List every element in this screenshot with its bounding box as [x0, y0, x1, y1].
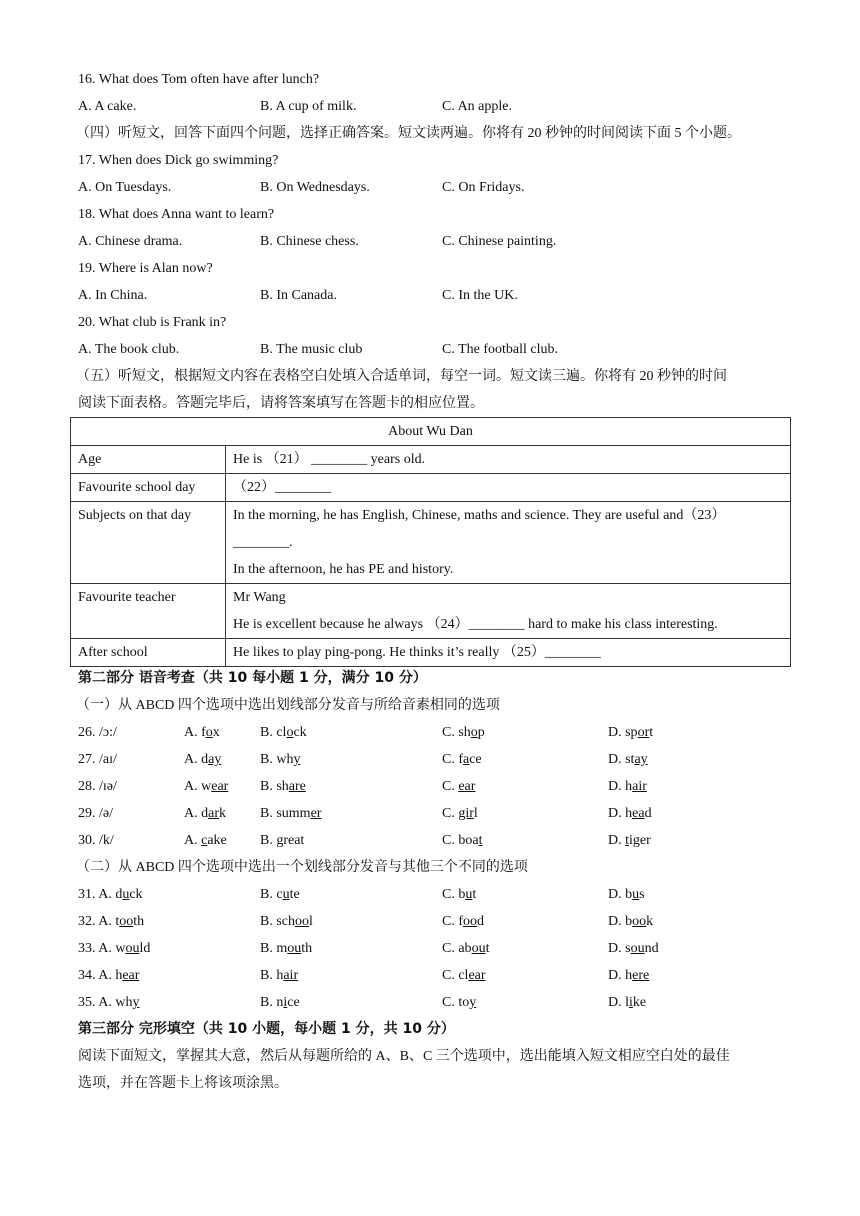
option-prefix: 31. A. d [78, 887, 123, 902]
option-prefix: 35. A. wh [78, 995, 133, 1010]
underlined-letters: ou [287, 941, 302, 956]
underlined-letters: y [469, 995, 477, 1010]
phonics-row [78, 908, 790, 935]
question-20-stem: 20. What club is Frank in? [78, 315, 227, 330]
option-d [608, 773, 647, 800]
option-prefix: 32. A. t [78, 914, 120, 929]
table-row-content [226, 502, 791, 584]
option-suffix: nd [644, 941, 659, 956]
underlined-letters: ou [471, 941, 486, 956]
underlined-letters: o [205, 725, 213, 740]
underlined-letters: t [625, 833, 630, 848]
option-prefix: C. sh [442, 725, 471, 740]
phonics-row [78, 719, 790, 746]
option-a [78, 908, 144, 935]
question-17-options [78, 174, 790, 201]
option-b: B. In Canada. [260, 288, 337, 303]
option-d [608, 800, 652, 827]
part-3-instruction-line1: 阅读下面短文，掌握其大意，然后从每题所给的 A、B、C 三个选项中，选出能填入短文相应空白处的最佳 [78, 1049, 730, 1064]
underlined-letters: ear [122, 968, 140, 983]
option-a: A. Chinese drama. [78, 234, 183, 249]
option-a [184, 800, 226, 827]
option-b [260, 908, 313, 935]
option-d [608, 908, 653, 935]
phonics-table-1 [78, 719, 790, 854]
option-suffix: t [649, 725, 654, 740]
option-c: C. The football club. [442, 342, 558, 357]
underlined-letters: oo [463, 914, 477, 929]
question-number: 29. /ə/ [78, 806, 113, 821]
underlined-letters: ou [125, 941, 140, 956]
part-2-instruction-1: （一）从 ABCD 四个选项中选出划线部分发音与所给音素相同的选项 [76, 698, 500, 713]
underlined-letters: y [293, 752, 301, 767]
table-row-content [226, 474, 791, 502]
option-prefix: C. boa [442, 833, 479, 848]
underlined-letters: t [478, 833, 483, 848]
table-cell-line: In the morning, he has English, Chinese, maths and science. They are useful and（23） [233, 508, 726, 523]
option-d [608, 935, 659, 962]
option-suffix: d [644, 806, 652, 821]
table-row-content [226, 446, 791, 474]
table-cell-line: He likes to play ping-pong. He thinks it’s really （25）________ [233, 645, 601, 660]
option-d [608, 746, 648, 773]
option-suffix: s [639, 887, 645, 902]
table-row-label: Subjects on that day [71, 502, 226, 584]
underlined-letters: u [122, 887, 130, 902]
underlined-letters: u [282, 887, 290, 902]
option-c [442, 800, 478, 827]
option-a [184, 773, 228, 800]
phonics-row [78, 989, 790, 1016]
table-cell-line: （22）________ [233, 480, 331, 495]
option-suffix: te [289, 887, 300, 902]
option-suffix: l [309, 914, 313, 929]
phonics-row [78, 935, 790, 962]
option-b [260, 935, 312, 962]
question-number: 30. /k/ [78, 833, 114, 848]
part-3-heading: 第三部分 完形填空（共 10 小题，每小题 1 分，共 10 分） [78, 1021, 455, 1037]
part-2-instruction-2: （二）从 ABCD 四个选项中选出一个划线部分发音与其他三个不同的选项 [76, 860, 528, 875]
option-b: B. Chinese chess. [260, 234, 359, 249]
option-prefix: C. ab [442, 941, 472, 956]
table-row-label: Age [71, 446, 226, 474]
question-17-stem: 17. When does Dick go swimming? [78, 153, 279, 168]
option-b: B. On Wednesdays. [260, 180, 370, 195]
option-c [442, 719, 485, 746]
option-prefix: C. f [442, 914, 463, 929]
underlined-letters: ere [632, 968, 650, 983]
underlined-letters: o [470, 725, 478, 740]
option-b [260, 881, 300, 908]
underlined-letters: ay [208, 752, 222, 767]
underlined-letters: o [286, 725, 294, 740]
option-prefix: C. b [442, 887, 466, 902]
underlined-letters: oo [295, 914, 309, 929]
table-wrapper [78, 417, 790, 665]
table-cell-line: He is （21） ________ years old. [233, 452, 426, 467]
option-prefix: 33. A. w [78, 941, 126, 956]
option-b [260, 827, 304, 854]
table-cell-line: Mr Wang [233, 590, 286, 605]
option-b: B. A cup of milk. [260, 99, 357, 114]
option-a: A. On Tuesdays. [78, 180, 172, 195]
option-suffix: ce [287, 995, 300, 1010]
option-prefix: D. [608, 833, 626, 848]
question-19-stem: 19. Where is Alan now? [78, 261, 213, 276]
option-a: A. A cake. [78, 99, 137, 114]
instruction-section-4: （四）听短文，回答下面四个问题，选择正确答案。短文读两遍。你将有 20 秒钟的时间阅读下面 5 个小题。 [76, 126, 741, 141]
option-prefix: C. [442, 779, 459, 794]
table-row-content [226, 584, 791, 639]
underlined-letters: ear [458, 779, 476, 794]
option-d [608, 881, 645, 908]
table-row-content [226, 639, 791, 667]
option-d [608, 989, 646, 1016]
option-c [442, 962, 486, 989]
underlined-letters: u [465, 887, 473, 902]
option-prefix: D. st [608, 752, 635, 767]
option-prefix: D. b [608, 914, 633, 929]
instruction-section-5-line2: 阅读下面表格。答题完毕后，请将答案填写在答题卡的相应位置。 [78, 396, 484, 411]
option-c [442, 908, 484, 935]
table-row-label: Favourite teacher [71, 584, 226, 639]
option-b [260, 989, 300, 1016]
option-a [78, 935, 150, 962]
underlined-letters: ear [211, 779, 229, 794]
option-suffix: ce [469, 752, 482, 767]
question-19-options [78, 282, 790, 309]
option-prefix: D. l [608, 995, 629, 1010]
option-suffix: reat [283, 833, 305, 848]
underlined-letters: ay [634, 752, 648, 767]
phonics-row [78, 827, 790, 854]
option-suffix: t [485, 941, 490, 956]
underlined-letters: oo [119, 914, 134, 929]
underlined-letters: air [632, 779, 647, 794]
option-d [608, 962, 649, 989]
option-prefix: D. b [608, 887, 633, 902]
option-prefix: B. h [260, 968, 284, 983]
about-wu-dan-table [70, 417, 791, 667]
underlined-letters: c [201, 833, 208, 848]
underlined-letters: ou [630, 941, 645, 956]
phonics-row [78, 881, 790, 908]
option-prefix: C. f [442, 752, 463, 767]
question-20-options [78, 336, 790, 363]
option-prefix: A. d [184, 806, 209, 821]
option-prefix: D. s [608, 941, 631, 956]
option-prefix: A. d [184, 752, 209, 767]
option-prefix: B. sch [260, 914, 295, 929]
option-suffix: th [133, 914, 145, 929]
table-cell-line: He is excellent because he always （24）________ hard to make his class interesting. [233, 617, 718, 632]
phonics-row [78, 800, 790, 827]
option-prefix: D. h [608, 968, 633, 983]
exam-page [78, 66, 790, 1097]
option-prefix: 34. A. h [78, 968, 123, 983]
option-prefix: B. m [260, 941, 288, 956]
part-2-heading: 第二部分 语音考查（共 10 每小题 1 分，满分 10 分） [78, 670, 427, 686]
option-c [442, 773, 475, 800]
option-prefix: B. c [260, 887, 283, 902]
table-row-label: Favourite school day [71, 474, 226, 502]
option-b [260, 800, 321, 827]
part-3-instruction-line2: 选项，并在答题卡上将该项涂黑。 [78, 1076, 288, 1091]
option-prefix: B. [260, 833, 277, 848]
option-c [442, 935, 489, 962]
underlined-letters: i [283, 995, 288, 1010]
underlined-letters: i [629, 995, 633, 1010]
option-b [260, 962, 298, 989]
option-b [260, 773, 306, 800]
option-a [184, 746, 221, 773]
option-prefix: C. to [442, 995, 470, 1010]
question-number: 27. /aɪ/ [78, 752, 117, 767]
underlined-letters: a [463, 752, 470, 767]
underlined-letters: or [637, 725, 650, 740]
option-b [260, 719, 307, 746]
option-a [184, 827, 227, 854]
option-suffix: d [477, 914, 484, 929]
option-prefix: A. f [184, 725, 206, 740]
option-b: B. The music club [260, 342, 363, 357]
underlined-letters: are [288, 779, 306, 794]
option-c: C. Chinese painting. [442, 234, 557, 249]
option-a: A. The book club. [78, 342, 180, 357]
option-suffix: th [301, 941, 313, 956]
table-cell-line: ________. [233, 535, 293, 550]
option-prefix: A. [184, 833, 202, 848]
underlined-letters: y [132, 995, 140, 1010]
option-suffix: k [219, 806, 227, 821]
question-number: 26. /ɔ:/ [78, 725, 117, 740]
option-d [608, 827, 651, 854]
option-a [184, 719, 220, 746]
underlined-letters: ear [468, 968, 486, 983]
underlined-letters: ar [208, 806, 220, 821]
phonics-row [78, 746, 790, 773]
option-c: C. In the UK. [442, 288, 518, 303]
option-suffix: ck [293, 725, 307, 740]
option-c: C. An apple. [442, 99, 512, 114]
option-a [78, 962, 139, 989]
question-16-stem: 16. What does Tom often have after lunch? [78, 72, 320, 87]
phonics-table-2 [78, 881, 790, 1016]
option-prefix: D. sp [608, 725, 638, 740]
option-a [78, 881, 143, 908]
underlined-letters: ea [632, 806, 645, 821]
phonics-row [78, 962, 790, 989]
option-c: C. On Fridays. [442, 180, 525, 195]
option-c [442, 746, 482, 773]
option-suffix: ld [139, 941, 151, 956]
question-16-options [78, 93, 790, 120]
option-prefix: B. sh [260, 779, 289, 794]
table-title: About Wu Dan [71, 418, 791, 446]
underlined-letters: air [283, 968, 299, 983]
instruction-section-5-line1: （五）听短文，根据短文内容在表格空白处填入合适单词，每空一词。短文读三遍。你将有 20 秒钟的时间 [76, 369, 727, 384]
option-prefix: D. h [608, 806, 633, 821]
option-suffix: p [477, 725, 485, 740]
underlined-letters: oo [632, 914, 647, 929]
option-suffix: iger [629, 833, 651, 848]
option-d [608, 719, 653, 746]
option-suffix: ke [632, 995, 647, 1010]
question-number: 28. /ɪə/ [78, 779, 117, 794]
option-prefix: B. wh [260, 752, 294, 767]
option-suffix: x [212, 725, 220, 740]
option-suffix: t [472, 887, 477, 902]
question-18-stem: 18. What does Anna want to learn? [78, 207, 275, 222]
underlined-letters: g [276, 833, 284, 848]
option-prefix: B. n [260, 995, 284, 1010]
option-suffix: ake [207, 833, 227, 848]
option-prefix: D. h [608, 779, 633, 794]
option-c [442, 989, 476, 1016]
option-b [260, 746, 300, 773]
option-prefix: C. cl [442, 968, 469, 983]
option-suffix: ck [129, 887, 143, 902]
option-a [78, 989, 139, 1016]
option-c [442, 827, 482, 854]
option-suffix: l [473, 806, 478, 821]
question-18-options [78, 228, 790, 255]
underlined-letters: u [632, 887, 640, 902]
underlined-letters: er [310, 806, 322, 821]
option-c [442, 881, 476, 908]
option-suffix: k [646, 914, 654, 929]
option-a: A. In China. [78, 288, 148, 303]
option-prefix: C. [442, 806, 459, 821]
option-prefix: B. summ [260, 806, 311, 821]
option-prefix: B. cl [260, 725, 287, 740]
table-cell-line: In the afternoon, he has PE and history. [233, 562, 454, 577]
phonics-row [78, 773, 790, 800]
table-row-label: After school [71, 639, 226, 667]
underlined-letters: gir [458, 806, 474, 821]
option-prefix: A. w [184, 779, 212, 794]
